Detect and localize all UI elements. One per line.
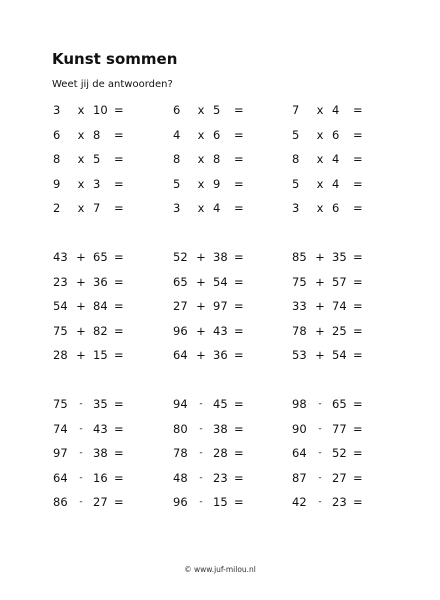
- operator: x: [77, 103, 85, 117]
- operand-a: 27: [173, 299, 188, 313]
- operator: +: [76, 250, 86, 264]
- equals-sign: =: [114, 421, 124, 436]
- exercise-row: [0, 397, 440, 411]
- operand-b: 36: [213, 348, 228, 362]
- exercise-row: [0, 177, 440, 191]
- operand-b: 84: [93, 299, 108, 313]
- equals-sign: =: [353, 176, 363, 191]
- copyright-footer: © www.juf-milou.nl: [184, 565, 256, 574]
- operand-b: 43: [93, 421, 108, 436]
- exercise: [292, 201, 402, 215]
- exercise-row: [0, 201, 440, 215]
- exercise: [53, 299, 163, 313]
- operand-a: 53: [292, 348, 307, 362]
- operator: x: [197, 103, 205, 117]
- operand-b: 15: [213, 495, 228, 509]
- exercise: [292, 446, 402, 460]
- operand-b: 4: [332, 103, 340, 117]
- operator: +: [76, 299, 86, 313]
- operand-a: 86: [53, 495, 68, 509]
- exercise: [292, 348, 402, 362]
- operand-a: 65: [173, 274, 188, 289]
- exercise-row: [0, 471, 440, 485]
- exercise: [173, 397, 283, 411]
- operand-a: 75: [53, 323, 68, 338]
- equals-sign: =: [234, 127, 244, 142]
- operator: -: [199, 497, 203, 507]
- operand-a: 94: [173, 397, 188, 411]
- operator: +: [196, 348, 206, 362]
- equals-sign: =: [234, 348, 244, 362]
- operator: x: [316, 127, 324, 142]
- equals-sign: =: [353, 348, 363, 362]
- operand-a: 78: [292, 323, 307, 338]
- operand-b: 5: [213, 103, 221, 117]
- operand-a: 64: [173, 348, 188, 362]
- operand-a: 8: [53, 152, 61, 166]
- exercise: [173, 446, 283, 460]
- exercise: [173, 471, 283, 485]
- operand-b: 57: [332, 274, 347, 289]
- operand-b: 38: [93, 446, 108, 460]
- operator: x: [316, 176, 324, 191]
- operand-a: 2: [53, 201, 61, 215]
- equals-sign: =: [353, 495, 363, 509]
- operand-b: 43: [213, 323, 228, 338]
- exercise: [53, 275, 163, 289]
- operand-b: 65: [332, 397, 347, 411]
- exercise: [173, 422, 283, 436]
- operand-b: 5: [93, 152, 101, 166]
- operand-a: 75: [292, 274, 307, 289]
- equals-sign: =: [234, 323, 244, 338]
- equals-sign: =: [353, 446, 363, 460]
- equals-sign: =: [353, 470, 363, 485]
- exercise-row: [0, 103, 440, 117]
- operator: -: [199, 472, 203, 483]
- operator: x: [197, 152, 205, 166]
- operand-b: 54: [332, 348, 347, 362]
- equals-sign: =: [234, 152, 244, 166]
- operand-a: 3: [173, 201, 181, 215]
- operator: -: [318, 472, 322, 483]
- operand-a: 33: [292, 299, 307, 313]
- operand-b: 35: [93, 397, 108, 411]
- operand-b: 6: [332, 201, 340, 215]
- exercise: [292, 128, 402, 142]
- exercise: [173, 250, 283, 264]
- equals-sign: =: [353, 103, 363, 117]
- operand-a: 80: [173, 421, 188, 436]
- operand-b: 97: [213, 299, 228, 313]
- equals-sign: =: [114, 446, 124, 460]
- operand-b: 6: [213, 127, 221, 142]
- operand-a: 64: [292, 446, 307, 460]
- operand-b: 6: [332, 127, 340, 142]
- operator: x: [77, 127, 85, 142]
- equals-sign: =: [114, 152, 124, 166]
- operand-b: 23: [332, 495, 347, 509]
- operand-a: 7: [292, 103, 300, 117]
- equals-sign: =: [114, 397, 124, 411]
- exercise: [173, 201, 283, 215]
- operator: -: [79, 448, 83, 458]
- operator: +: [76, 348, 86, 362]
- operand-a: 75: [53, 397, 68, 411]
- exercise: [173, 275, 283, 289]
- operator: -: [199, 423, 203, 434]
- operand-a: 54: [53, 299, 68, 313]
- exercise: [53, 201, 163, 215]
- exercise: [53, 422, 163, 436]
- operand-b: 4: [332, 176, 340, 191]
- equals-sign: =: [114, 274, 124, 289]
- operator: x: [77, 176, 85, 191]
- operator: +: [315, 250, 325, 264]
- exercise: [173, 299, 283, 313]
- operand-b: 23: [213, 470, 228, 485]
- equals-sign: =: [234, 397, 244, 411]
- exercise-row: [0, 152, 440, 166]
- operator: x: [197, 201, 205, 215]
- operand-b: 16: [93, 470, 108, 485]
- operand-b: 27: [93, 495, 108, 509]
- equals-sign: =: [234, 421, 244, 436]
- exercise: [292, 397, 402, 411]
- operand-a: 43: [53, 250, 68, 264]
- exercise: [53, 177, 163, 191]
- exercise-row: [0, 275, 440, 289]
- operator: -: [79, 497, 83, 507]
- operand-b: 3: [93, 176, 101, 191]
- operator: -: [79, 399, 83, 409]
- operand-b: 8: [213, 152, 221, 166]
- operator: -: [199, 399, 203, 409]
- exercise: [53, 250, 163, 264]
- exercise: [53, 103, 163, 117]
- equals-sign: =: [353, 201, 363, 215]
- exercise: [53, 446, 163, 460]
- operand-b: 36: [93, 274, 108, 289]
- operand-a: 28: [53, 348, 68, 362]
- equals-sign: =: [353, 127, 363, 142]
- operand-a: 90: [292, 421, 307, 436]
- equals-sign: =: [114, 348, 124, 362]
- equals-sign: =: [353, 274, 363, 289]
- operand-b: 15: [93, 348, 108, 362]
- operand-a: 23: [53, 274, 68, 289]
- equals-sign: =: [114, 323, 124, 338]
- operator: +: [315, 348, 325, 362]
- exercise-row: [0, 324, 440, 338]
- operand-a: 8: [173, 152, 181, 166]
- exercise: [173, 348, 283, 362]
- operator: x: [197, 176, 205, 191]
- equals-sign: =: [234, 274, 244, 289]
- operator: x: [316, 152, 324, 166]
- operand-b: 35: [332, 250, 347, 264]
- equals-sign: =: [114, 299, 124, 313]
- operand-a: 64: [53, 470, 68, 485]
- exercise: [292, 103, 402, 117]
- operand-a: 87: [292, 470, 307, 485]
- operand-b: 74: [332, 299, 347, 313]
- equals-sign: =: [353, 299, 363, 313]
- operand-a: 5: [173, 176, 181, 191]
- page-title: Kunst sommen: [52, 50, 178, 68]
- equals-sign: =: [234, 176, 244, 191]
- operand-b: 4: [213, 201, 221, 215]
- operator: +: [76, 274, 86, 289]
- operator: -: [199, 448, 203, 458]
- exercise: [173, 103, 283, 117]
- exercise: [173, 177, 283, 191]
- operator: -: [318, 448, 322, 458]
- exercise: [292, 324, 402, 338]
- operator: x: [316, 103, 324, 117]
- operator: -: [318, 497, 322, 507]
- equals-sign: =: [234, 299, 244, 313]
- operand-a: 5: [292, 127, 300, 142]
- operand-b: 9: [213, 176, 221, 191]
- operand-a: 97: [53, 446, 68, 460]
- operator: +: [315, 323, 325, 338]
- equals-sign: =: [114, 250, 124, 264]
- operator: -: [79, 472, 83, 483]
- operator: +: [76, 323, 86, 338]
- exercise: [53, 152, 163, 166]
- operand-a: 3: [292, 201, 300, 215]
- operand-a: 52: [173, 250, 188, 264]
- exercise-row: [0, 348, 440, 362]
- operand-b: 27: [332, 470, 347, 485]
- equals-sign: =: [234, 446, 244, 460]
- operator: +: [196, 274, 206, 289]
- equals-sign: =: [234, 470, 244, 485]
- operand-b: 25: [332, 323, 347, 338]
- exercise: [53, 324, 163, 338]
- operand-a: 74: [53, 421, 68, 436]
- exercise-row: [0, 128, 440, 142]
- operand-b: 38: [213, 250, 228, 264]
- operand-a: 6: [173, 103, 181, 117]
- operand-b: 82: [93, 323, 108, 338]
- operator: x: [197, 127, 205, 142]
- equals-sign: =: [114, 495, 124, 509]
- operator: +: [315, 299, 325, 313]
- exercise-row: [0, 250, 440, 264]
- operand-b: 7: [93, 201, 101, 215]
- operand-a: 8: [292, 152, 300, 166]
- exercise: [173, 495, 283, 509]
- equals-sign: =: [234, 250, 244, 264]
- operand-a: 96: [173, 323, 188, 338]
- operator: x: [77, 201, 85, 215]
- operand-a: 9: [53, 176, 61, 191]
- operand-b: 28: [213, 446, 228, 460]
- equals-sign: =: [353, 397, 363, 411]
- operand-a: 3: [53, 103, 61, 117]
- equals-sign: =: [353, 250, 363, 264]
- operand-a: 78: [173, 446, 188, 460]
- exercise: [53, 348, 163, 362]
- exercise: [292, 422, 402, 436]
- operand-a: 48: [173, 470, 188, 485]
- instruction-text: Weet jij de antwoorden?: [52, 79, 173, 90]
- operator: -: [318, 399, 322, 409]
- operand-b: 77: [332, 421, 347, 436]
- operator: +: [315, 274, 325, 289]
- operator: -: [318, 423, 322, 434]
- operand-b: 52: [332, 446, 347, 460]
- equals-sign: =: [114, 470, 124, 485]
- exercise-row: [0, 446, 440, 460]
- operand-a: 42: [292, 495, 307, 509]
- operator: x: [77, 152, 85, 166]
- equals-sign: =: [353, 421, 363, 436]
- operand-b: 45: [213, 397, 228, 411]
- operand-a: 4: [173, 127, 181, 142]
- operand-b: 65: [93, 250, 108, 264]
- operand-a: 96: [173, 495, 188, 509]
- exercise: [173, 152, 283, 166]
- equals-sign: =: [353, 152, 363, 166]
- operator: -: [79, 423, 83, 434]
- equals-sign: =: [114, 201, 124, 215]
- operator: +: [196, 299, 206, 313]
- exercise-row: [0, 495, 440, 509]
- equals-sign: =: [234, 103, 244, 117]
- operand-a: 6: [53, 127, 61, 142]
- operand-b: 38: [213, 421, 228, 436]
- equals-sign: =: [114, 103, 124, 117]
- exercise: [53, 471, 163, 485]
- exercise: [292, 495, 402, 509]
- exercise: [292, 299, 402, 313]
- equals-sign: =: [353, 323, 363, 338]
- exercise-row: [0, 422, 440, 436]
- exercise: [292, 177, 402, 191]
- operand-b: 8: [93, 127, 101, 142]
- operand-a: 98: [292, 397, 307, 411]
- operator: x: [316, 201, 324, 215]
- operand-b: 54: [213, 274, 228, 289]
- exercise: [173, 324, 283, 338]
- operator: +: [196, 250, 206, 264]
- equals-sign: =: [114, 176, 124, 191]
- exercise: [292, 250, 402, 264]
- operand-b: 4: [332, 152, 340, 166]
- operand-b: 10: [93, 103, 108, 117]
- equals-sign: =: [234, 201, 244, 215]
- exercise: [292, 152, 402, 166]
- operand-a: 5: [292, 176, 300, 191]
- equals-sign: =: [234, 495, 244, 509]
- exercise: [53, 128, 163, 142]
- exercise-row: [0, 299, 440, 313]
- equals-sign: =: [114, 127, 124, 142]
- exercise: [173, 128, 283, 142]
- operand-a: 85: [292, 250, 307, 264]
- exercise: [53, 397, 163, 411]
- exercise: [53, 495, 163, 509]
- operator: +: [196, 323, 206, 338]
- exercise: [292, 275, 402, 289]
- exercise: [292, 471, 402, 485]
